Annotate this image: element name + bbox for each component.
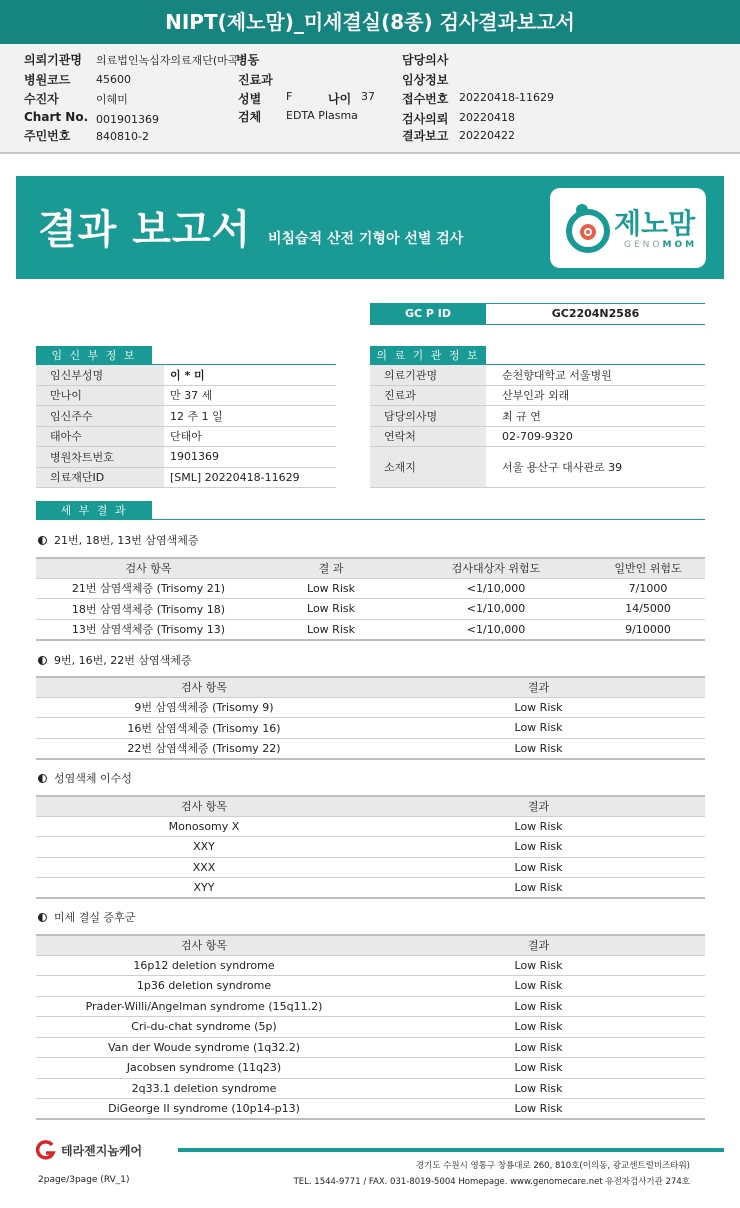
info-value: 순천향대학교 서울병원 (502, 368, 612, 382)
info-value: [SML] 20220418-11629 (170, 470, 300, 484)
age-label: 나이 (328, 92, 352, 106)
banner-title: 결과 보고서 (38, 207, 252, 253)
cell: 7/1000 (591, 578, 705, 599)
table-row (36, 1017, 705, 1038)
patient-value: 이혜미 (96, 93, 128, 106)
logo-english-b: MOM (662, 240, 698, 250)
cell: Low Risk (372, 1058, 705, 1079)
cell: 13번 삼염색체증 (Trisomy 13) (36, 619, 261, 640)
specimen-label: 검체 (238, 110, 262, 124)
table-row (36, 878, 705, 899)
info-row (36, 427, 336, 448)
institution-label: 의뢰기관명 (24, 53, 82, 67)
info-row (36, 447, 336, 468)
info-row (370, 447, 705, 488)
cell: Low Risk (372, 697, 705, 718)
info-value: 만 37 세 (170, 389, 213, 403)
group1-title: 21번, 18번, 13번 삼염색체증 (38, 532, 198, 548)
company-logo (32, 1140, 142, 1160)
cell: Low Risk (372, 878, 705, 899)
cell: <1/10,000 (401, 599, 591, 620)
table-row (36, 816, 705, 837)
info-row (370, 365, 705, 386)
info-value: 산부인과 외래 (502, 389, 570, 403)
table-row (36, 976, 705, 997)
logo-korean-text: 제노맘 (614, 207, 696, 240)
cell: Low Risk (372, 1037, 705, 1058)
request-header (0, 44, 740, 154)
info-row (370, 406, 705, 427)
report-value: 20220422 (459, 129, 515, 142)
table-row (36, 996, 705, 1017)
table-row (36, 1037, 705, 1058)
genomom-mother-icon (562, 201, 614, 253)
info-label: 진료과 (370, 386, 486, 406)
doctor-label: 담당의사 (402, 53, 449, 67)
info-value: 최 규 연 (502, 409, 541, 423)
col-header: 검사 항목 (36, 935, 372, 955)
receipt-value: 20220418-11629 (459, 91, 554, 104)
cell: Low Risk (372, 1017, 705, 1038)
hospital-code-value: 45600 (96, 73, 131, 86)
cell: 21번 삼염색체증 (Trisomy 21) (36, 578, 261, 599)
cell: Prader-Willi/Angelman syndrome (15q11.2) (36, 996, 372, 1017)
company-name: 테라젠지놈케어 (61, 1144, 143, 1158)
specimen-value: EDTA Plasma (286, 109, 358, 122)
table-row (36, 578, 705, 599)
table-row (36, 837, 705, 858)
table-row (36, 718, 705, 739)
info-row (36, 386, 336, 407)
request-value: 20220418 (459, 111, 515, 124)
cell: Jacobsen syndrome (11q23) (36, 1058, 372, 1079)
table-header-row (36, 796, 705, 816)
cell: 9/10000 (591, 619, 705, 640)
address-line: 경기도 수원시 영통구 창룡대로 260, 810호(이의동, 광교센트럴비즈타워) (415, 1161, 690, 1171)
cell: XYY (36, 878, 372, 899)
info-value: 단태아 (170, 430, 202, 444)
group4-title: 미세 결실 증후군 (38, 909, 135, 925)
table-row (36, 857, 705, 878)
footer-divider (178, 1148, 724, 1152)
cell: 1p36 deletion syndrome (36, 976, 372, 997)
cell: Monosomy X (36, 816, 372, 837)
cell: Low Risk (372, 738, 705, 759)
contact-line: TEL. 1544-9771 / FAX. 031-8019-5004 Homepage. www.genomecare.net 유전자검사기관 274호 (293, 1177, 690, 1187)
info-value: 1901369 (170, 450, 219, 464)
institution-value: 의료법인녹십자의료재단(마곡 (96, 54, 239, 67)
group4-table (36, 934, 705, 1120)
gcp-id-box (370, 303, 705, 325)
info-label: 연락처 (370, 427, 486, 447)
ward-label: 병동 (236, 53, 260, 67)
info-label: 담당의사명 (370, 406, 486, 426)
footer-address (294, 1158, 690, 1190)
receipt-label: 접수번호 (402, 92, 449, 106)
col-header: 검사 항목 (36, 558, 261, 578)
info-row (36, 365, 336, 386)
info-label: 태아수 (36, 427, 164, 447)
table-row (36, 1058, 705, 1079)
gcp-id-value: GC2204N2586 (551, 307, 640, 320)
cell: Low Risk (261, 599, 401, 620)
cell: Low Risk (372, 996, 705, 1017)
cell: 18번 삼염색체증 (Trisomy 18) (36, 599, 261, 620)
col-header: 일반인 위험도 (591, 558, 705, 578)
hospital-code-label: 병원코드 (24, 73, 71, 87)
clinical-label: 임상정보 (402, 73, 449, 87)
sex-label: 성별 (238, 92, 262, 106)
col-header: 결과 (372, 935, 705, 955)
group3-table (36, 795, 705, 899)
table-header-row (36, 558, 705, 578)
half-circle-icon (38, 536, 47, 545)
table-row (36, 599, 705, 620)
info-row (36, 468, 336, 489)
age-value: 37 (361, 90, 375, 103)
request-label: 검사의뢰 (402, 112, 449, 126)
patient-label: 수진자 (24, 92, 59, 106)
logo-english-text (624, 240, 697, 250)
cell: Low Risk (372, 857, 705, 878)
table-row (36, 738, 705, 759)
info-label: 의료기관명 (370, 365, 486, 385)
table-row (36, 1078, 705, 1099)
detail-section-line (36, 519, 705, 520)
col-header: 검사대상자 위험도 (401, 558, 591, 578)
cell: 2q33.1 deletion syndrome (36, 1078, 372, 1099)
detail-section-header: 세 부 결 과 (36, 501, 152, 520)
cell: 14/5000 (591, 599, 705, 620)
col-header: 검사 항목 (36, 796, 372, 816)
page-number: 2page/3page (RV_1) (38, 1175, 130, 1185)
info-value: 서울 용산구 대사관로 39 (502, 461, 623, 474)
sex-value: F (286, 90, 293, 103)
chart-value: 001901369 (96, 113, 159, 126)
cell: Van der Woude syndrome (1q32.2) (36, 1037, 372, 1058)
col-header: 검사 항목 (36, 677, 372, 697)
report-title-bar: NIPT(제노맘)_미세결실(8종) 검사결과보고서 (0, 0, 740, 44)
cell: Low Risk (372, 1099, 705, 1120)
pregnant-section-header: 임 신 부 정 보 (36, 346, 152, 365)
cell: 22번 삼염색체증 (Trisomy 22) (36, 738, 372, 759)
half-circle-icon (38, 913, 47, 922)
info-label: 의료재단ID (36, 468, 164, 488)
gcp-id-label: GC P ID (370, 304, 486, 324)
info-label: 임신주수 (36, 406, 164, 426)
report-label: 결과보고 (402, 129, 449, 143)
cell: Low Risk (261, 578, 401, 599)
table-row (36, 697, 705, 718)
info-label: 임신부성명 (36, 365, 164, 385)
id-label: 주민번호 (24, 129, 71, 143)
genomom-logo (550, 188, 706, 268)
group1-table (36, 557, 705, 641)
info-label: 만나이 (36, 386, 164, 406)
info-value: 이 * 미 (170, 368, 205, 382)
hospital-info-table (370, 365, 705, 488)
cell: Low Risk (372, 955, 705, 976)
cell: 16번 삼염색체증 (Trisomy 16) (36, 718, 372, 739)
info-label: 소재지 (370, 447, 486, 487)
info-row (370, 386, 705, 407)
half-circle-icon (38, 774, 47, 783)
half-circle-icon (38, 656, 47, 665)
cell: <1/10,000 (401, 619, 591, 640)
cell: XXX (36, 857, 372, 878)
cell: XXY (36, 837, 372, 858)
col-header: 결 과 (261, 558, 401, 578)
cell: DiGeorge II syndrome (10p14-p13) (36, 1099, 372, 1120)
col-header: 결과 (372, 796, 705, 816)
hospital-section-header: 의 료 기 관 정 보 (370, 346, 486, 365)
info-label: 병원차트번호 (36, 447, 164, 467)
cell: Low Risk (261, 619, 401, 640)
col-header: 결과 (372, 677, 705, 697)
banner-subtitle: 비침습적 산전 기형아 선별 검사 (268, 231, 464, 247)
info-row (370, 427, 705, 448)
cell: Low Risk (372, 976, 705, 997)
group2-table (36, 676, 705, 760)
group3-title: 성염색체 이수성 (38, 770, 132, 786)
id-value: 840810-2 (96, 130, 149, 143)
result-banner (16, 176, 724, 279)
logo-english-a: GENO (624, 240, 663, 250)
cell: Low Risk (372, 816, 705, 837)
chart-label: Chart No. (24, 110, 89, 124)
cell: Cri-du-chat syndrome (5p) (36, 1017, 372, 1038)
cell: Low Risk (372, 1078, 705, 1099)
table-row (36, 955, 705, 976)
cell: Low Risk (372, 837, 705, 858)
pregnant-info-table (36, 365, 336, 488)
table-row (36, 1099, 705, 1120)
info-value: 12 주 1 일 (170, 409, 223, 423)
table-row (36, 619, 705, 640)
cell: Low Risk (372, 718, 705, 739)
cell: <1/10,000 (401, 578, 591, 599)
company-g-icon (32, 1140, 58, 1160)
table-header-row (36, 935, 705, 955)
cell: 16p12 deletion syndrome (36, 955, 372, 976)
cell: 9번 삼염색체증 (Trisomy 9) (36, 697, 372, 718)
info-value: 02-709-9320 (502, 429, 573, 443)
dept-label: 진료과 (238, 73, 273, 87)
group2-title: 9번, 16번, 22번 삼염색체증 (38, 652, 191, 668)
info-row (36, 406, 336, 427)
table-header-row (36, 677, 705, 697)
